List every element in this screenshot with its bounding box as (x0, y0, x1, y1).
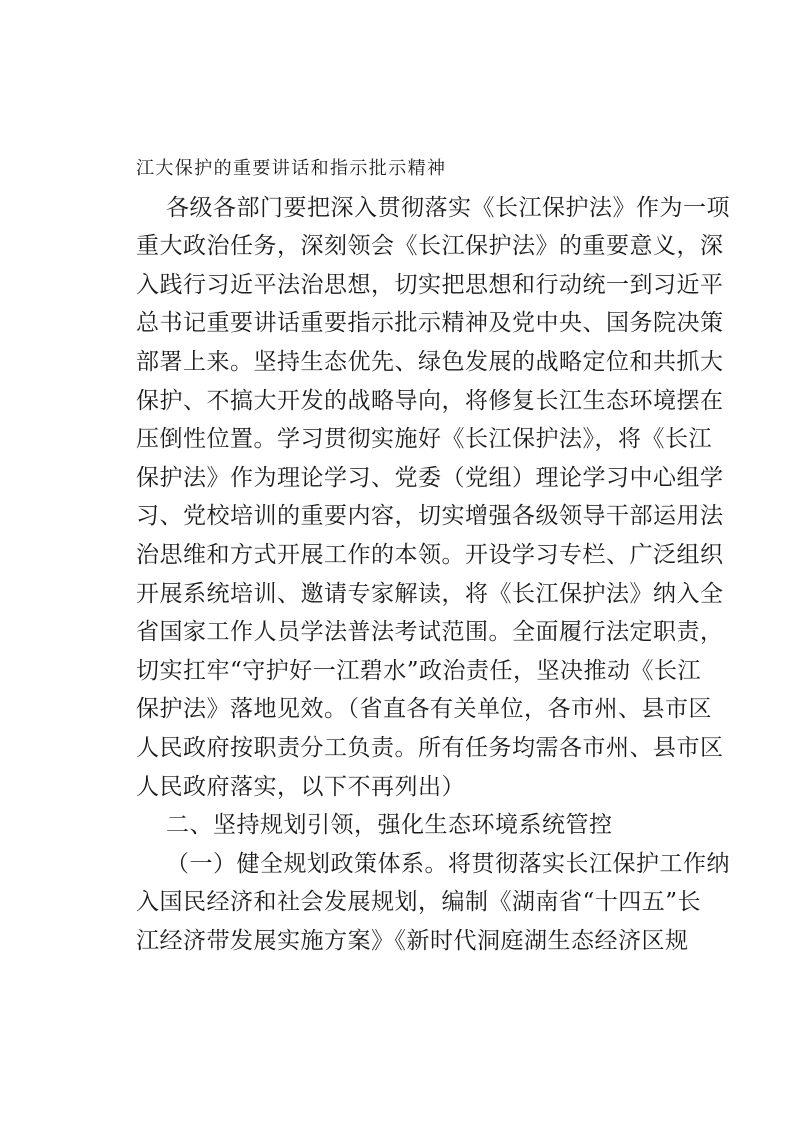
section-heading: 二、坚持规划引领，强化生态环境系统管控 (166, 812, 613, 839)
text-line: 保护、不搞大开发的战略导向，将修复长江生态环境摆在 (136, 387, 724, 414)
text-line: 习、党校培训的重要内容，切实增强各级领导干部运用法 (136, 503, 724, 530)
text-line: 开展系统培训、邀请专家解读，将《长江保护法》纳入全 (136, 580, 724, 607)
text-line: 治思维和方式开展工作的本领。开设学习专栏、广泛组织 (136, 541, 724, 568)
text-line: 人民政府落实，以下不再列出） (136, 773, 465, 800)
text-line: 保护法》落地见效。（省直各有关单位，各市州、县市区 (136, 696, 712, 723)
paragraph-start-line: 各级各部门要把深入贯彻落实《长江保护法》作为一项 (166, 194, 730, 221)
text-line: 保护法》作为理论学习、党委（党组）理论学习中心组学 (136, 464, 724, 491)
text-line: 入践行习近平法治思想，切实把思想和行动统一到习近平 (136, 271, 724, 298)
text-line: 入国民经济和社会发展规划，编制《湖南省“十四五”长 (136, 889, 702, 916)
text-line: 切实扛牢“守护好一江碧水”政治责任，坚决推动《长江 (136, 657, 702, 684)
document-body (136, 150, 730, 960)
text-line: 人民政府按职责分工负责。所有任务均需各市州、县市区 (136, 734, 724, 761)
text-line: 总书记重要讲话重要指示批示精神及党中央、国务院决策 (136, 310, 724, 337)
text-line: 压倒性位置。学习贯彻实施好《长江保护法》，将《长江 (136, 426, 712, 453)
text-line: 省国家工作人员学法普法考试范围。全面履行法定职责， (136, 619, 724, 646)
text-line: 部署上来。坚持生态优先、绿色发展的战略定位和共抓大 (136, 348, 724, 375)
subsection-heading-line: （一）健全规划政策体系。将贯彻落实长江保护工作纳 (166, 850, 730, 877)
text-line: 江经济带发展实施方案》《新时代洞庭湖生态经济区规 (136, 927, 689, 954)
text-line: 重大政治任务，深刻领会《长江保护法》的重要意义，深 (136, 233, 724, 260)
text-line: 江大保护的重要讲话和指示批示精神 (136, 158, 447, 179)
